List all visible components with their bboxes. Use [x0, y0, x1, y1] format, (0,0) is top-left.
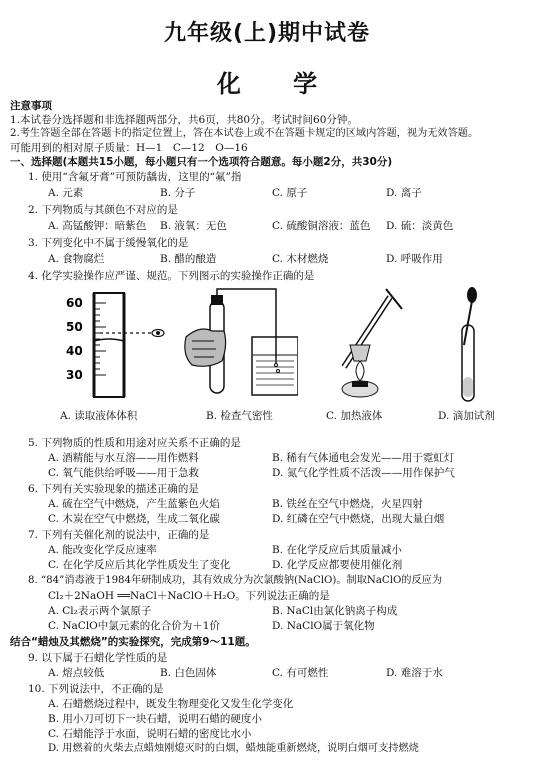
q5-option-d: D. 氮气化学性质不活泼——用作保护气 [272, 467, 455, 479]
q2-option-c: C. 硫酸铜溶液：蓝色 [272, 220, 371, 232]
q3-option-a: A. 食物腐烂 [48, 253, 105, 265]
exam-title: 九年级(上)期中试卷 [163, 21, 371, 46]
q8-option-c: C. NaClO中氯元素的化合价为＋1价 [48, 620, 220, 632]
q8-option-a: A. Cl₂表示两个氯原子 [48, 605, 152, 617]
q9-option-a: A. 熔点较低 [48, 667, 105, 679]
q7-stem: 7. 下列有关催化剂的说法中，正确的是 [28, 529, 210, 541]
q5-option-b: B. 稀有气体通电会发光——用于霓虹灯 [272, 452, 455, 464]
q8-stem-line-1: 8. “84”消毒液于1984年研制成功，其有效成分为次氯酸钠(NaClO)。制取NaClO的反应为 [28, 575, 443, 586]
tick-label-60: 60 [66, 296, 83, 310]
q10-option-d: D. 用燃着的火柴去点蜡烛刚熄灭时的白烟，蜡烛能重新燃烧，说明白烟可支持燃烧 [48, 743, 419, 754]
q8-option-b: B. NaCl由氯化钠离子构成 [272, 605, 398, 617]
q8-stem-line-2: Cl₂＋2NaOH ══NaCl＋NaClO＋H₂O。下列说法正确的是 [48, 590, 330, 602]
q7-option-a: A. 能改变化学反应速率 [48, 544, 157, 556]
q3-option-b: B. 醋的酿造 [160, 253, 217, 265]
q6-option-c: C. 木炭在空气中燃烧，生成二氧化碳 [48, 513, 220, 525]
section-1-heading: 一、选择题(本题共15小题，每小题只有一个选项符合题意。每小题2分，共30分) [10, 156, 393, 168]
notes-heading: 注意事项 [10, 100, 52, 112]
q3-option-c: C. 木材燃烧 [272, 253, 329, 265]
q10-option-c: C. 石蜡能浮于水面，说明石蜡的密度比水小 [48, 728, 252, 740]
q7-option-b: B. 在化学反应后其质量减小 [272, 544, 402, 556]
q4-option-d: D. 滴加试剂 [438, 410, 495, 422]
q4-stem: 4. 化学实验操作应严谨、规范。下列图示的实验操作正确的是 [28, 270, 315, 282]
note-2: 2.考生答题全部在答题卡的指定位置上，答在本试卷上或不在答题卡规定的区域内答题，视为无效答题。 [10, 128, 479, 139]
q5-option-a: A. 酒精能与水互溶——用作燃料 [48, 452, 199, 464]
q9-option-d: D. 难溶于水 [386, 667, 443, 679]
q8-option-d: D. NaClO属于氧化物 [272, 620, 375, 632]
q10-stem: 10. 下列说法中，不正确的是 [28, 683, 164, 695]
tick-label-30: 30 [66, 368, 83, 382]
q7-option-c: C. 在化学反应后其化学性质发生了变化 [48, 559, 231, 571]
q3-option-d: D. 呼吸作用 [386, 253, 443, 265]
q4-option-a: A. 读取液体体积 [60, 410, 138, 422]
q1-stem: 1. 使用“含氟牙膏”可预防龋齿，这里的“氟”指 [28, 171, 242, 183]
figure-a-graduated-cylinder [60, 285, 170, 405]
q9-11-intro: 结合“蜡烛及其燃烧”的实验探究，完成第9～11题。 [10, 636, 256, 648]
q9-stem: 9. 以下属于石蜡化学性质的是 [28, 652, 168, 664]
q1-option-b: B. 分子 [160, 187, 196, 199]
q6-option-a: A. 硫在空气中燃烧，产生蓝紫色火焰 [48, 498, 220, 510]
figure-c-heating-liquid [330, 285, 410, 405]
q3-stem: 3. 下列变化中不属于缓慢氧化的是 [28, 237, 189, 249]
q10-option-b: B. 用小刀可切下一块石蜡，说明石蜡的硬度小 [48, 713, 262, 725]
q6-option-d: D. 红磷在空气中燃烧，出现大量白烟 [272, 513, 445, 525]
q4-option-b: B. 检查气密性 [206, 410, 273, 422]
q2-option-d: D. 硫：淡黄色 [386, 220, 454, 232]
figure-b-airtightness-check [178, 285, 298, 405]
q5-stem: 5. 下列物质的性质和用途对应关系不正确的是 [28, 437, 241, 449]
q1-option-c: C. 原子 [272, 187, 308, 199]
q5-option-c: C. 氧气能供给呼吸——用于急救 [48, 467, 199, 479]
q2-option-b: B. 液氧：无色 [160, 220, 227, 232]
q9-option-c: C. 有可燃性 [272, 667, 329, 679]
note-1: 1.本试卷分选择题和非选择题两部分，共6页，共80分。考试时间60分钟。 [10, 114, 358, 126]
subject-title: 化 学 [216, 70, 340, 98]
q6-option-b: B. 铁丝在空气中燃烧，火星四射 [272, 498, 423, 510]
q1-option-d: D. 离子 [386, 187, 422, 199]
note-3: 可能用到的相对原子质量：H—1 C—12 O—16 [10, 142, 248, 154]
q10-option-a: A. 石蜡燃烧过程中，既发生物理变化又发生化学变化 [48, 698, 294, 710]
q4-option-c: C. 加热液体 [326, 410, 383, 422]
tick-label-50: 50 [66, 320, 83, 334]
q2-option-a: A. 高锰酸钾：暗紫色 [48, 220, 147, 232]
q6-stem: 6. 下列有关实验现象的描述正确的是 [28, 483, 199, 495]
q7-option-d: D. 化学反应都要使用催化剂 [272, 559, 403, 571]
figure-d-dropping-reagent [446, 285, 496, 405]
eye-icon [152, 330, 164, 337]
q1-option-a: A. 元素 [48, 187, 84, 199]
tick-label-40: 40 [66, 344, 83, 358]
q2-stem: 2. 下列物质与其颜色不对应的是 [28, 204, 178, 216]
q9-option-b: B. 白色固体 [160, 667, 217, 679]
